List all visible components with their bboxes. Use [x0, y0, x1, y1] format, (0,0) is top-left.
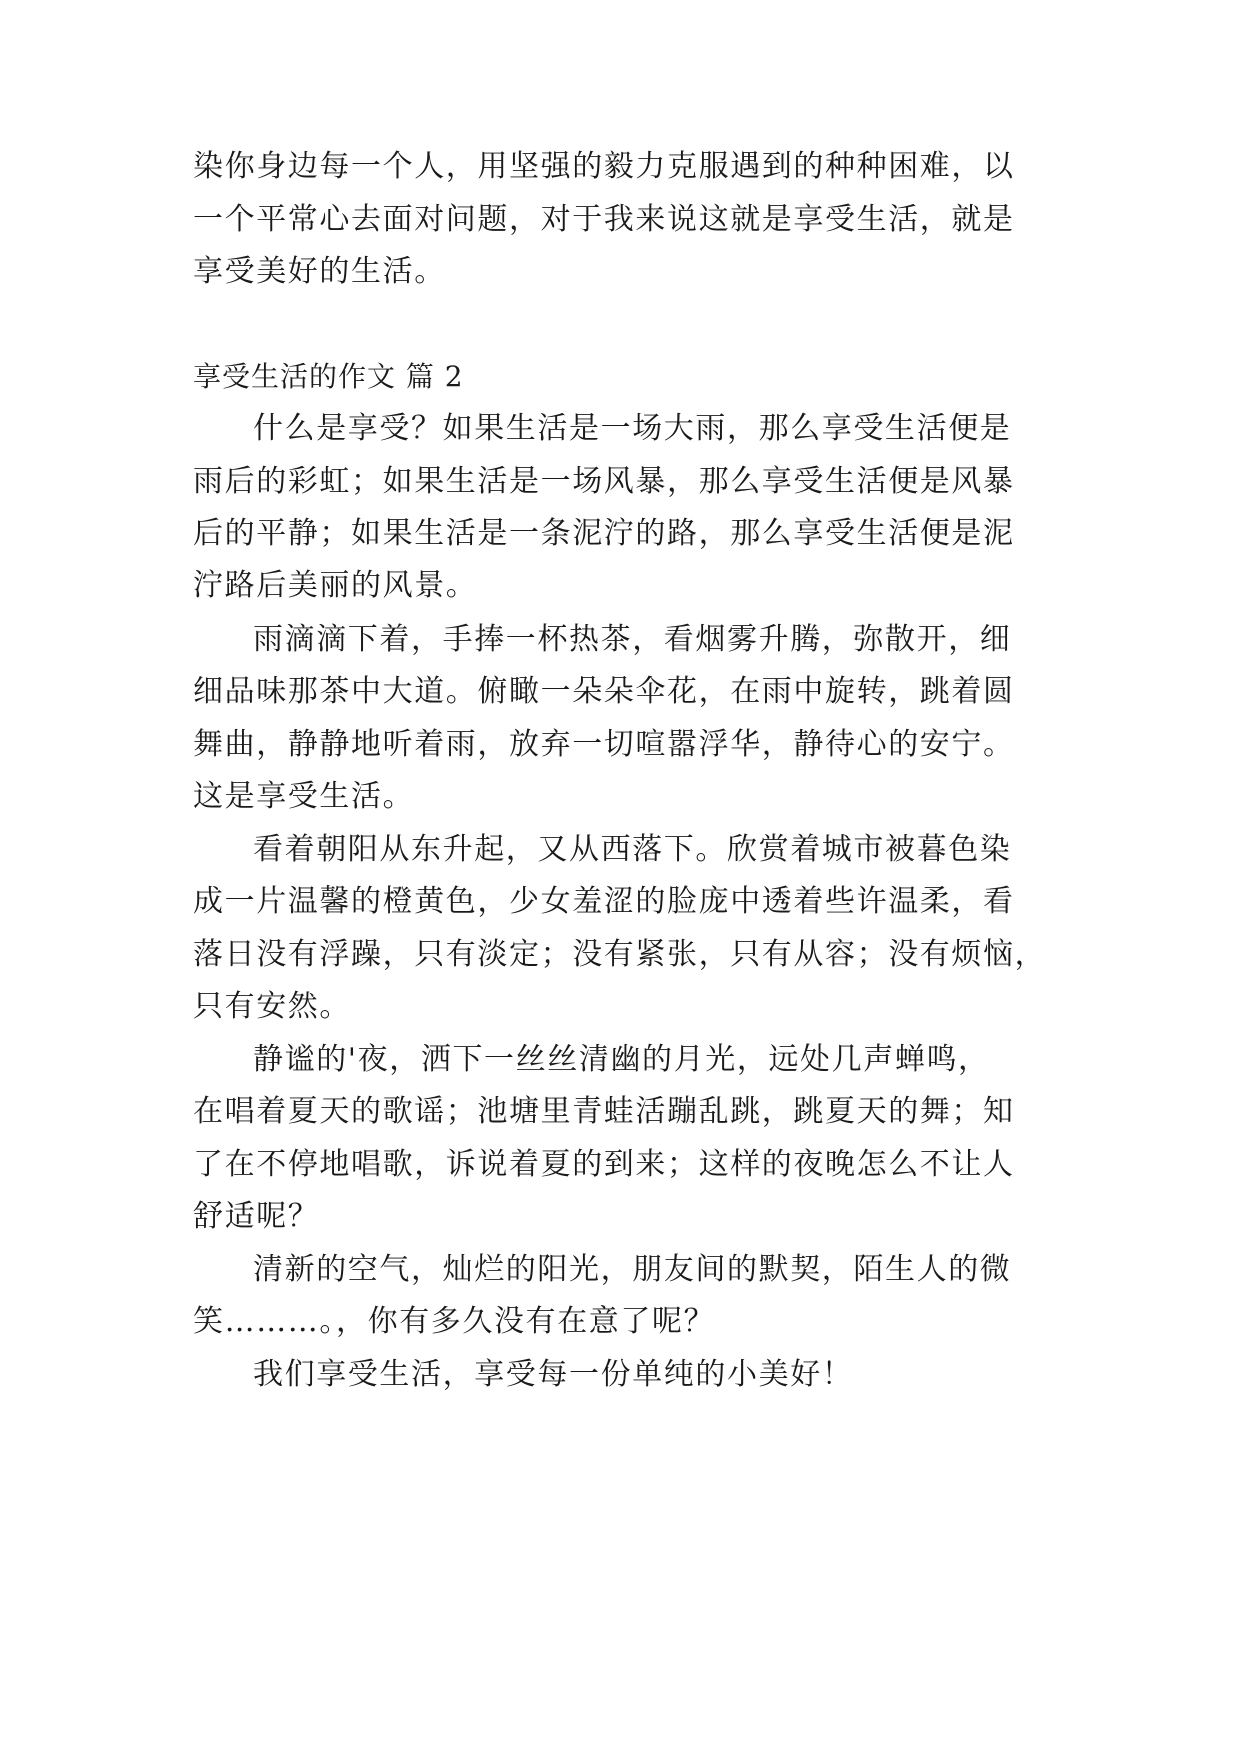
- text-line: 了在不停地唱歌，诉说着夏的到来；这样的夜晚怎么不让人: [193, 1147, 1015, 1182]
- text-line: 舞曲，静静地听着雨，放弃一切喧嚣浮华，静待心的安宁。: [193, 727, 1015, 762]
- text-line: 后的平静；如果生活是一条泥泞的路，那么享受生活便是泥: [193, 516, 1015, 551]
- text-line: 舒适呢？: [193, 1199, 320, 1234]
- text-line: 我们享受生活，享受每一份单纯的小美好！: [253, 1357, 854, 1392]
- text-line: 什么是享受？如果生活是一场大雨，那么享受生活便是: [253, 411, 1012, 446]
- text-line: 成一片温馨的橙黄色，少女羞涩的脸庞中透着些许温柔，看: [193, 884, 1015, 919]
- text-line: 落日没有浮躁，只有淡定；没有紧张，只有从容；没有烦恼，: [193, 937, 1047, 972]
- section-title: 享受生活的作文 篇 2: [193, 360, 464, 393]
- text-line: 细品味那茶中大道。俯瞰一朵朵伞花，在雨中旋转，跳着圆: [193, 674, 1015, 709]
- text-line: 这是享受生活。: [193, 779, 415, 814]
- text-line: 雨后的彩虹；如果生活是一场风暴，那么享受生活便是风暴: [193, 464, 1015, 499]
- text-line: 静谧的'夜，洒下一丝丝清幽的月光，远处几声蝉鸣，: [253, 1042, 990, 1077]
- text-line: 只有安然。: [193, 989, 351, 1024]
- text-line: 一个平常心去面对问题，对于我来说这就是享受生活，就是: [193, 202, 1015, 237]
- text-line: 笑………。，你有多久没有在意了呢？: [193, 1304, 716, 1339]
- text-line: 在唱着夏天的歌谣；池塘里青蛙活蹦乱跳，跳夏天的舞；知: [193, 1094, 1015, 1129]
- text-line: 清新的空气，灿烂的阳光，朋友间的默契，陌生人的微: [253, 1252, 1012, 1287]
- text-line: 泞路后美丽的风景。: [193, 568, 478, 603]
- text-line: 享受美好的生活。: [193, 254, 446, 289]
- text-line: 雨滴滴下着，手捧一杯热茶，看烟雾升腾，弥散开，细: [253, 622, 1012, 657]
- text-line: 看着朝阳从东升起，又从西落下。欣赏着城市被暮色染: [253, 832, 1012, 867]
- text-line: 染你身边每一个人，用坚强的毅力克服遇到的种种困难，以: [193, 149, 1015, 184]
